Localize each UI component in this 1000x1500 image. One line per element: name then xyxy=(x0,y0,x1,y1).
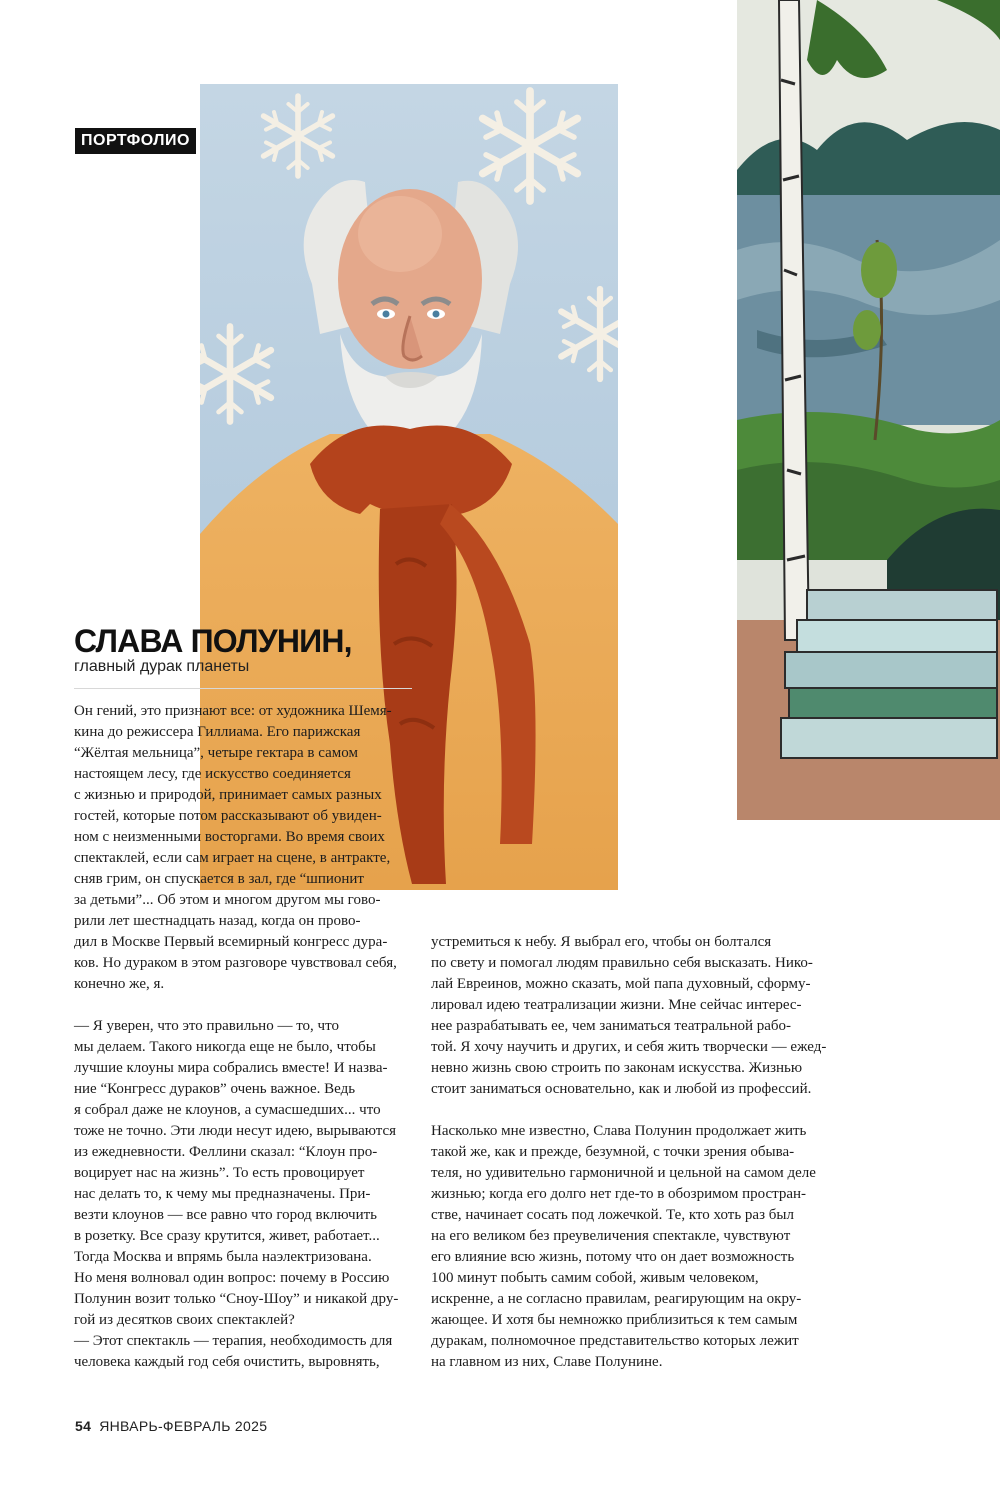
text-line: стве, начинает сосать под ложечкой. Те, кто хоть раз был xyxy=(431,1207,794,1223)
title-divider xyxy=(74,688,412,689)
text-line: тоже не точно. Эти люди несут идею, вырываются xyxy=(74,1123,397,1139)
text-line: я собрал даже не клоунов, а сумасшедших... что xyxy=(74,1102,381,1118)
page-number: 54 xyxy=(75,1418,92,1434)
text-line: Он гений, это признают все: от художника Шемя- xyxy=(74,703,392,719)
text-line: ном с неизменными восторгами. Во время своих xyxy=(74,829,385,845)
text-line: спектаклей, если сам играет на сцене, в антракте, xyxy=(74,850,391,866)
text-line: человека каждый год себя очистить, выровнять, xyxy=(74,1354,380,1370)
text-line: дуракам, полномочное представительство которых лежит xyxy=(431,1333,799,1349)
text-line: жизнью; когда его долго нет где-то в обозримом простран- xyxy=(431,1186,807,1202)
text-line: той. Я хочу научить и других, и себя жить творчески — ежед- xyxy=(431,1039,827,1055)
text-line: кина до режиссера Гиллиама. Его парижская xyxy=(74,724,361,740)
article-title: СЛАВА ПОЛУНИН, xyxy=(74,623,352,659)
text-line: стоит заниматься основательно, как и любой из профессий. xyxy=(431,1081,812,1097)
text-line: Насколько мне известно, Слава Полунин продолжает жить xyxy=(431,1123,807,1139)
page-footer xyxy=(75,1416,267,1436)
text-line: искренне, а не согласно правилам, реагирующим на окру- xyxy=(431,1291,802,1307)
text-line: ние “Конгресс дураков” очень важное. Ведь xyxy=(74,1081,356,1097)
text-line: жающее. И хотя бы немножко приблизиться к тем самым xyxy=(431,1312,798,1328)
text-line: конечно же, я. xyxy=(74,976,165,992)
text-line: невно жизнь свою строить по законам искусства. Жизнью xyxy=(431,1060,803,1076)
text-line: по свету и помогал людям правильно себя высказать. Нико- xyxy=(431,955,813,971)
article-column-2 xyxy=(431,932,851,1373)
text-line: на его великом без преувеличения спектакле, чувствуют xyxy=(431,1228,791,1244)
text-line: рили лет шестнадцать назад, когда он прово- xyxy=(74,913,361,929)
text-line: Тогда Москва и впрямь была наэлектризована. xyxy=(74,1249,372,1265)
paragraph-gap xyxy=(74,995,419,1016)
text-line: устремиться к небу. Я выбрал его, чтобы он болтался xyxy=(431,934,772,950)
text-line: ков. Но дураком в этом разговоре чувствовал себя, xyxy=(74,955,397,971)
article-subtitle: главный дурак планеты xyxy=(74,658,250,675)
text-line: его влияние всю жизнь, потому что он дает возможность xyxy=(431,1249,795,1265)
text-line: Полунин возит только “Сноу-Шоу” и никакой дру- xyxy=(74,1291,399,1307)
text-line: везти клоунов — все равно что город включить xyxy=(74,1207,378,1223)
text-line: сняв грим, он спускается в зал, где “шпионит xyxy=(74,871,364,887)
text-line: 100 минут побыть самим собой, живым человеком, xyxy=(431,1270,759,1286)
text-line: гостей, которые потом рассказывают об увиден- xyxy=(74,808,382,824)
text-line: лучшие клоуны мира собрались вместе! И назва- xyxy=(74,1060,388,1076)
text-line: Но меня волновал один вопрос: почему в Россию xyxy=(74,1270,390,1286)
paragraph-gap xyxy=(431,1100,851,1121)
text-line: теля, но удивительно гармоничной и цельной на самом деле xyxy=(431,1165,816,1181)
text-line: — Я уверен, что это правильно — то, что xyxy=(74,1018,339,1034)
text-line: лировал идею театрализации жизни. Мне сейчас интерес- xyxy=(431,997,802,1013)
article-column-1 xyxy=(74,701,419,1373)
text-line: “Жёлтая мельница”, четыре гектара в самом xyxy=(74,745,358,761)
section-tag: ПОРТФОЛИО xyxy=(75,128,196,154)
issue-date: ЯНВАРЬ-ФЕВРАЛЬ 2025 xyxy=(99,1418,268,1434)
text-line: нее разрабатывать ее, чем заниматься театральной рабо- xyxy=(431,1018,792,1034)
text-line: в розетку. Все сразу крутится, живет, работает... xyxy=(74,1228,380,1244)
text-line: нас делать то, к чему мы предназначены. При- xyxy=(74,1186,371,1202)
text-line: из ежедневности. Феллини сказал: “Клоун про- xyxy=(74,1144,378,1160)
text-line: за детьми”... Об этом и многом другом мы гово- xyxy=(74,892,381,908)
text-line: лай Евреинов, можно сказать, мой папа духовный, сформу- xyxy=(431,976,811,992)
text-line: — Этот спектакль — терапия, необходимость для xyxy=(74,1333,393,1349)
text-line: дил в Москве Первый всемирный конгресс дура- xyxy=(74,934,388,950)
text-line: гой из десятков своих спектаклей? xyxy=(74,1312,295,1328)
landscape-illustration xyxy=(737,0,1000,820)
text-line: мы делаем. Такого никогда еще не было, чтобы xyxy=(74,1039,376,1055)
text-line: настоящем лесу, где искусство соединяется xyxy=(74,766,351,782)
text-line: воцирует нас на жизнь”. То есть провоцирует xyxy=(74,1165,365,1181)
text-line: с жизнью и природой, принимает самых разных xyxy=(74,787,382,803)
text-line: такой же, как и прежде, безумной, с точки зрения обыва- xyxy=(431,1144,795,1160)
text-line: на главном из них, Славе Полунине. xyxy=(431,1354,663,1370)
